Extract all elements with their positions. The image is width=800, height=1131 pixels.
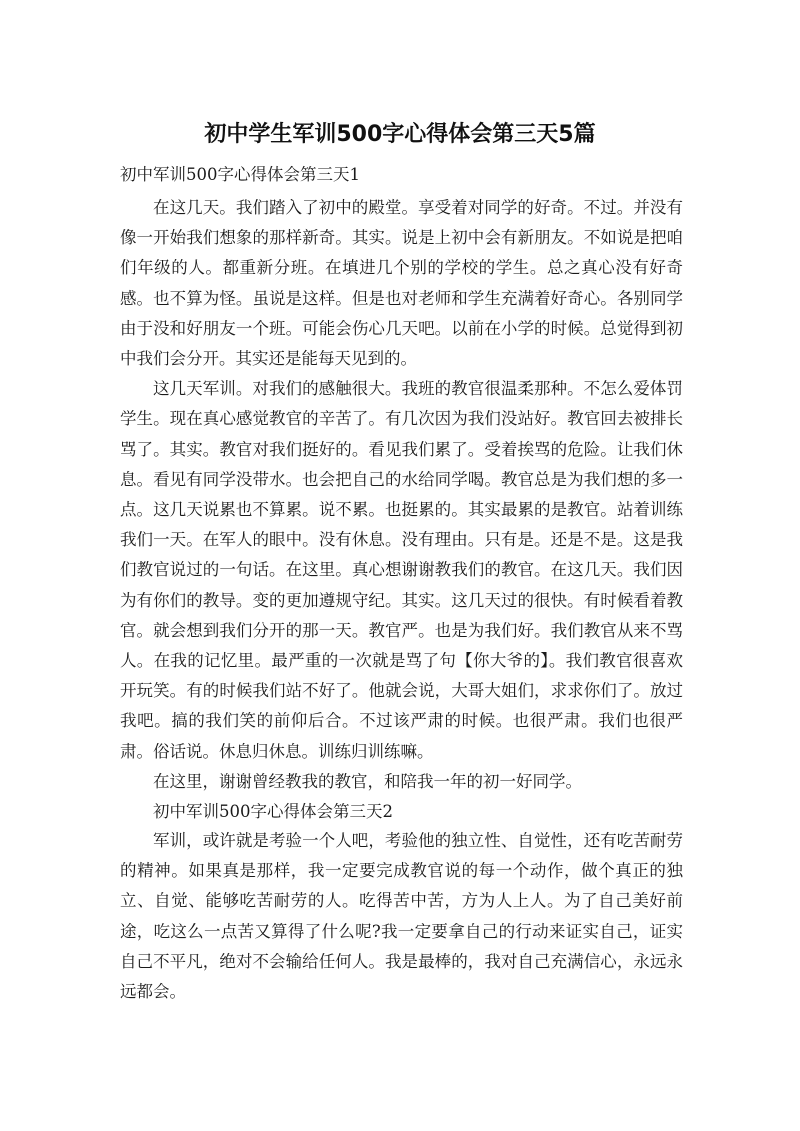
section-heading-2: 初中军训500字心得体会第三天2 — [153, 802, 393, 822]
paragraph: 在这里，谢谢曾经教我的教官，和陪我一年的初一好同学。 — [153, 771, 582, 791]
paragraph: 在这几天。我们踏入了初中的殿堂。享受着对同学的好奇。不过。并没有像一开始我们想象的那样新奇。其实。说是上初中会有新朋友。不如说是把咱们年级的人。都重新分班。在填进几个别的学校的学生。总之真心没有好奇感。也不算为怪。虽说是这样。但是也对老师和学生充满着好奇心。各别同学由于没和好朋友一个班。可能会伤心几天吧。以前在小学的时候。总觉得到初中我们会分开。其实还是能每天见到的。 — [120, 198, 683, 369]
document-body — [120, 160, 683, 1007]
section-heading-1: 初中军训500字心得体会第三天1 — [120, 165, 360, 184]
document-title: 初中学生军训500字心得体会第三天5篇 — [204, 122, 596, 147]
paragraph: 军训，或许就是考验一个人吧，考验他的独立性、自觉性，还有吃苦耐劳的精神。如果真是那样，我一定要完成教官说的每一个动作，做个真正的独立、自觉、能够吃苦耐劳的人。吃得苦中苦，方为人上人。为了自己美好前途，吃这么一点苦又算得了什么呢?我一定要拿自己的行动来证实自己，证实自己不平凡，绝对不会输给任何人。我是最棒的，我对自己充满信心，永远永远都会。 — [120, 831, 683, 1002]
paragraph: 这几天军训。对我们的感触很大。我班的教官很温柔那种。不怎么爱体罚学生。现在真心感觉教官的辛苦了。有几次因为我们没站好。教官回去被排长骂了。其实。教官对我们挺好的。看见我们累了。受着挨骂的危险。让我们休息。看见有同学没带水。也会把自己的水给同学喝。教官总是为我们想的多一点。这几天说累也不算累。说不累。也挺累的。其实最累的是教官。站着训练我们一天。在军人的眼中。没有休息。没有理由。只有是。还是不是。这是我们教官说过的一句话。在这里。真心想谢谢教我们的教官。在这几天。我们因为有你们的教导。变的更加遵规守纪。其实。这几天过的很快。有时候看着教官。就会想到我们分开的那一天。教官严。也是为我们好。我们教官从来不骂人。在我的记忆里。最严重的一次就是骂了句【你大爷的】。我们教官很喜欢开玩笑。有的时候我们站不好了。他就会说，大哥大姐们，求求你们了。放过我吧。搞的我们笑的前仰后合。不过该严肃的时候。也很严肃。我们也很严肃。俗话说。休息归休息。训练归训练嘛。 — [120, 379, 683, 761]
